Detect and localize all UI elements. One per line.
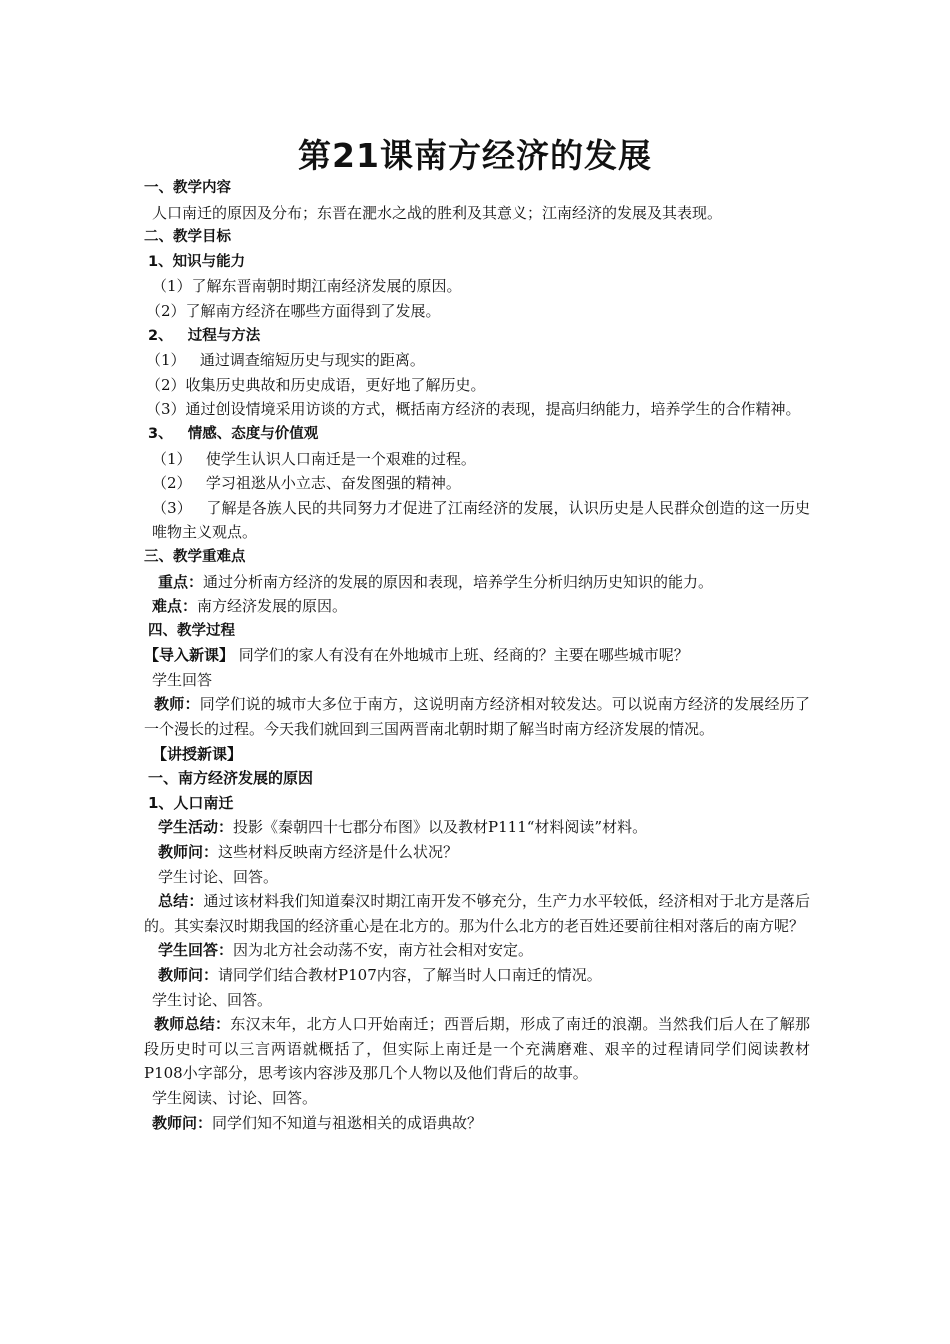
section-heading-objectives: 二、教学目标 — [144, 229, 231, 246]
difficult-point-text: 南方经济发展的原因。 — [197, 597, 348, 616]
teacher-label: 教师： — [154, 695, 200, 714]
summary-1-text: 通过该材料我们知道秦汉时期江南开发不够充分，生产力水平较低，经济相对于北方是落后的。其实秦汉时期我国的经济重心是在北方的。那为什么北方的老百姓还要前往相对落后的南方呢？ — [144, 892, 810, 935]
summary-1-label: 总结： — [158, 892, 204, 911]
process-item-2: （2）收集历史典故和历史成语，更好地了解历史。 — [146, 375, 486, 394]
student-answer-2 — [144, 938, 810, 963]
summary-paragraph-1 — [144, 889, 810, 938]
document-body — [144, 176, 810, 1135]
teacher-text: 同学们说的城市大多位于南方，这说明南方经济相对较发达。可以说南方经济的发展经历了一个漫长的过程。今天我们就回到三国两晋南北朝时期了解当时南方经济发展的情况。 — [144, 695, 810, 739]
question-3-label: 教师问： — [152, 1113, 213, 1132]
process-item-3: （3）通过创设情境采用访谈的方式，概括南方经济的表现，提高归纳能力，培养学生的合作精神。 — [146, 400, 801, 419]
question-3-text: 同学们知不知道与祖逖相关的成语典故？ — [212, 1113, 483, 1132]
subheading-process: 2、 过程与方法 — [148, 327, 261, 344]
activity-text: 投影《秦朝四十七郡分布图》以及教材P111“材料阅读”材料。 — [233, 818, 648, 837]
question-1-text: 这些材料反映南方经济是什么状况？ — [218, 843, 459, 862]
lecture-heading: 【讲授新课】 — [152, 744, 243, 763]
answer-text: 因为北方社会动荡不安，南方社会相对安定。 — [233, 941, 534, 960]
teacher-question-3 — [144, 1111, 810, 1136]
intro-paragraph — [144, 643, 810, 668]
teacher-question-2 — [144, 963, 810, 988]
summary-2-label: 教师总结： — [154, 1015, 231, 1034]
difficult-point — [144, 594, 810, 619]
student-discussion-2: 学生讨论、回答。 — [152, 990, 273, 1009]
part-heading-reasons: 一、南方经济发展的原因 — [148, 769, 314, 788]
question-2-label: 教师问： — [158, 966, 219, 984]
difficult-point-label: 难点： — [152, 597, 198, 616]
section-heading-content: 一、教学内容 — [144, 180, 231, 196]
student-reading: 学生阅读、讨论、回答。 — [152, 1088, 318, 1107]
document-title: 第21课南方经济的发展 — [298, 136, 652, 175]
teacher-question-1 — [144, 840, 810, 865]
key-point — [144, 570, 810, 595]
key-point-text: 通过分析南方经济的发展的原因和表现，培养学生分析归纳历史知识的能力。 — [203, 572, 714, 591]
question-1-label: 教师问： — [158, 843, 219, 862]
knowledge-item-1: （1）了解东晋南朝时期江南经济发展的原因。 — [152, 277, 462, 296]
subheading-emotion: 3、 情感、态度与价值观 — [148, 425, 319, 442]
summary-2-text: 东汉末年，北方人口开始南迁；西晋后期，形成了南迁的浪潮。当然我们后人在了解那段历史时可以三言两语就概括了，但实际上南迁是一个充满磨难、艰辛的过程请同学们阅读教材P108小字部分，思考该内容涉及那几个人物以及他们背后的故事。 — [144, 1015, 810, 1083]
question-2-text: 请同学们结合教材P107内容，了解当时人口南迁的情况。 — [218, 966, 602, 984]
subheading-migration: 1、人口南迁 — [148, 793, 234, 812]
emotion-item-3: （3） 了解是各族人民的共同努力才促进了江南经济的发展，认识历史是人民群众创造的这一历史唯物主义观点。 — [152, 498, 810, 542]
activity-label: 学生活动： — [158, 818, 234, 837]
section-heading-key-points: 三、教学重难点 — [144, 548, 246, 565]
summary-paragraph-2 — [144, 1012, 810, 1086]
student-activity — [144, 815, 810, 840]
content-text: 人口南迁的原因及分布；东晋在淝水之战的胜利及其意义；江南经济的发展及其表现。 — [152, 203, 723, 222]
knowledge-item-2: （2）了解南方经济在哪些方面得到了发展。 — [146, 301, 441, 320]
student-answer-1: 学生回答 — [152, 670, 213, 689]
student-discussion-1: 学生讨论、回答。 — [158, 867, 279, 886]
subheading-knowledge: 1、知识与能力 — [148, 253, 246, 270]
intro-label: 【导入新课】 — [144, 646, 235, 665]
emotion-item-1: （1） 使学生认识人口南迁是一个艰难的过程。 — [152, 449, 476, 468]
teacher-paragraph — [144, 692, 810, 741]
section-heading-process: 四、教学过程 — [148, 622, 235, 639]
emotion-item-2: （2） 学习祖逖从小立志、奋发图强的精神。 — [152, 474, 461, 493]
answer-label: 学生回答： — [158, 941, 234, 960]
process-item-1: （1） 通过调查缩短历史与现实的距离。 — [146, 351, 425, 370]
intro-text: 同学们的家人有没有在外地城市上班、经商的？主要在哪些城市呢？ — [234, 646, 689, 665]
key-point-label: 重点： — [158, 572, 204, 591]
